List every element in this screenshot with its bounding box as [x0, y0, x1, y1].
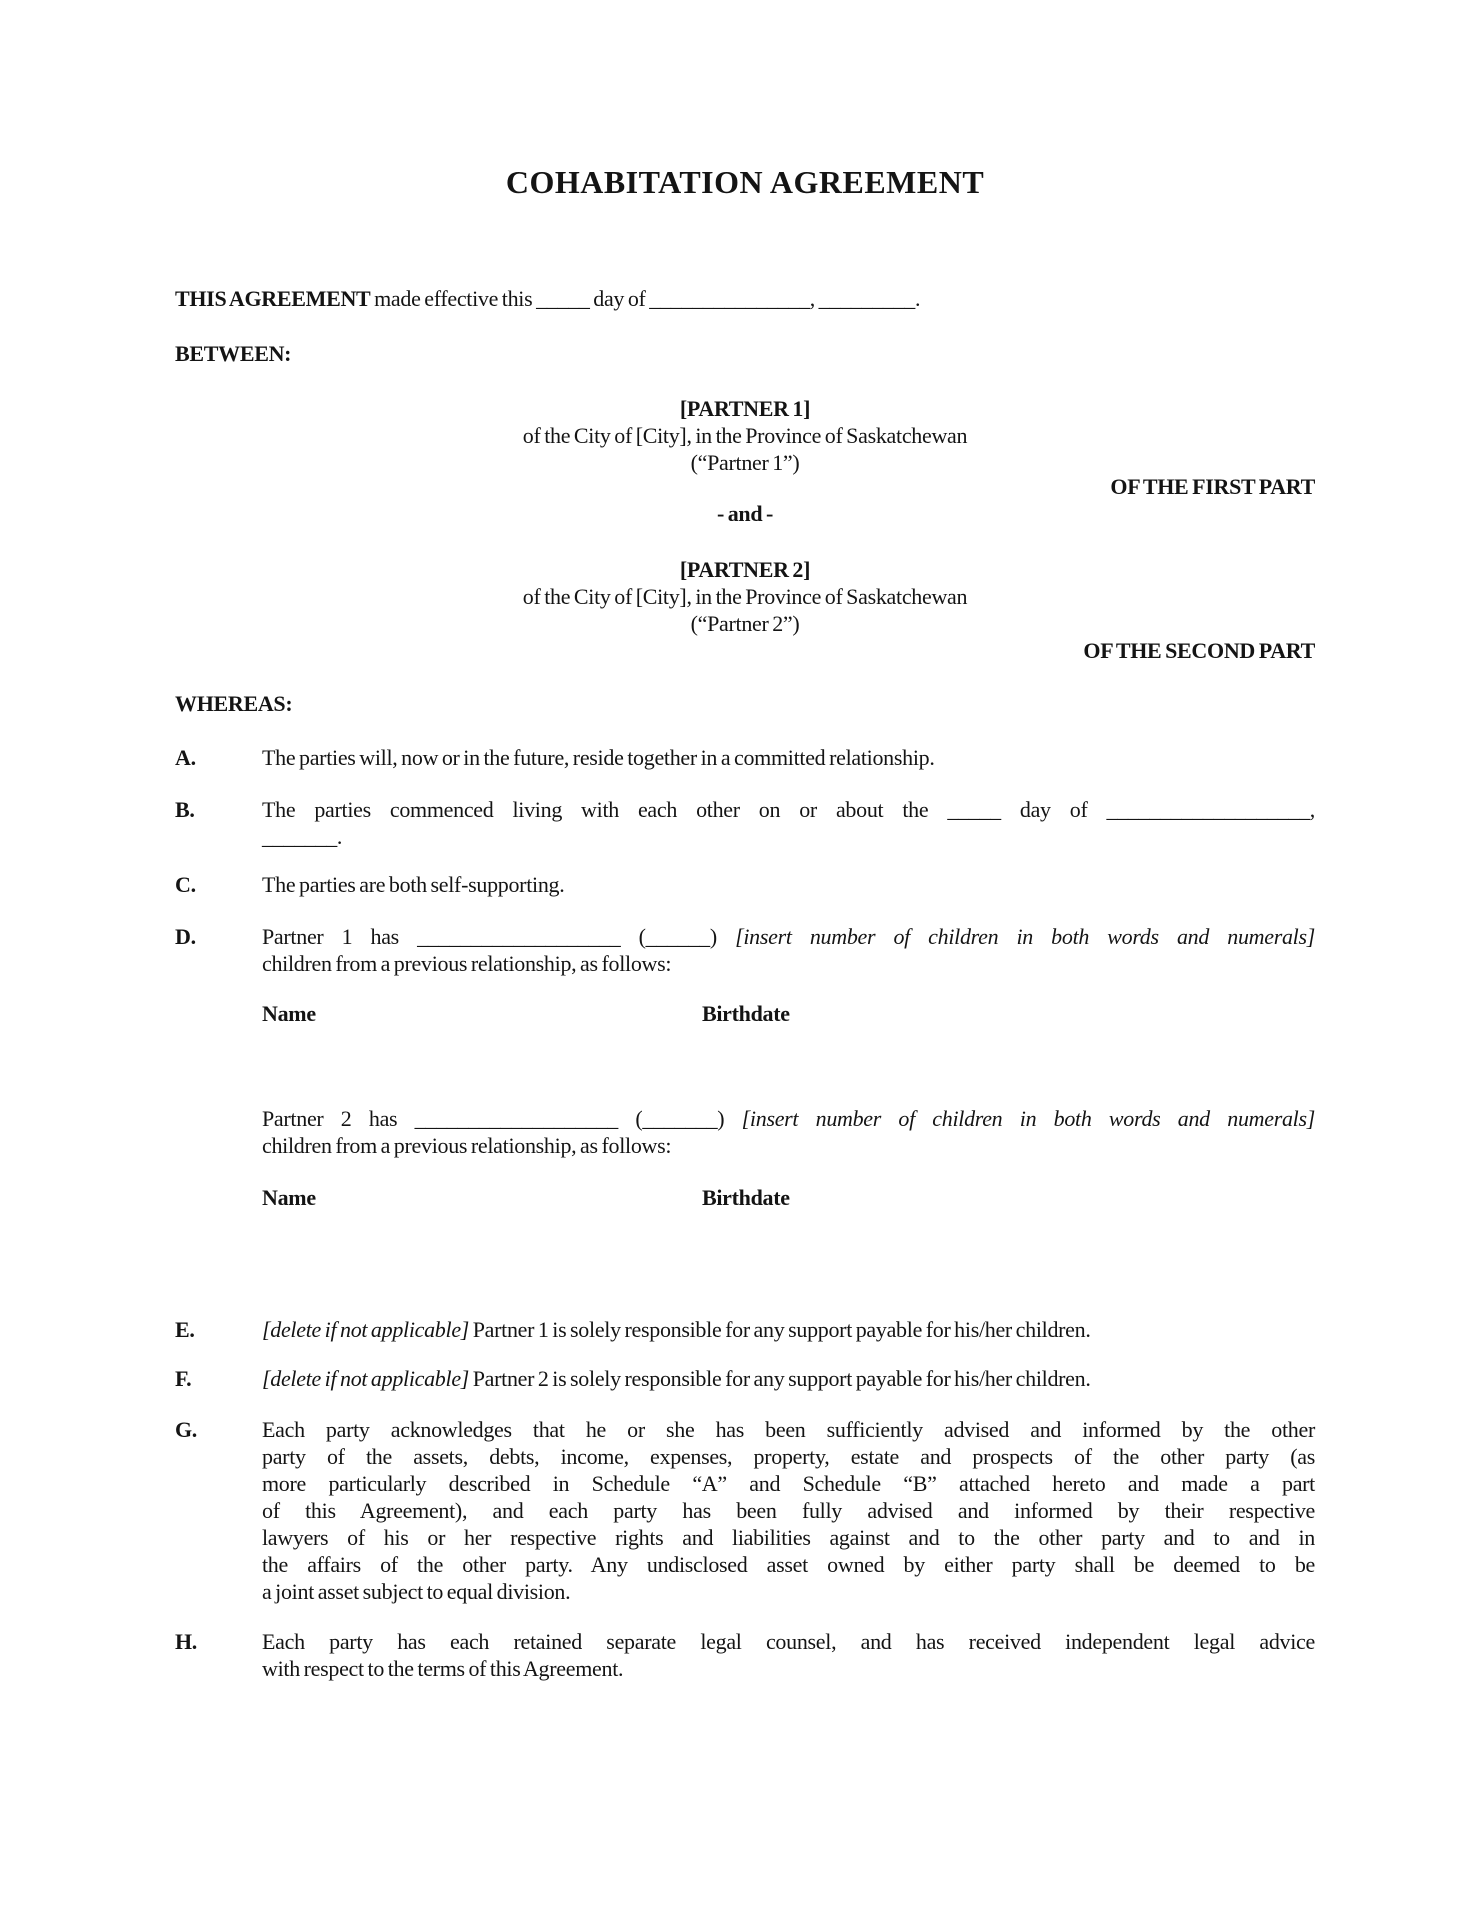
partner2-children-blanks: Partner 2 has ___________________ (_______) [262, 1106, 742, 1131]
and-separator: - and - [716, 501, 774, 526]
partner2-alias: (“Partner 2”) [690, 611, 800, 636]
recital-f-letter: F. [175, 1366, 192, 1391]
children-birthdate-header: Birthdate [702, 1001, 790, 1026]
recital-g [175, 1416, 1315, 1605]
partner2-children-paragraph [262, 1105, 1315, 1159]
recital-c-text: The parties are both self-supporting. [262, 872, 565, 897]
recital-d-line1 [262, 923, 1315, 950]
recital-f-drafting-note: [delete if not applicable] [262, 1366, 470, 1391]
recital-b [175, 796, 1315, 850]
recital-g-letter: G. [175, 1417, 198, 1442]
recital-f-text: [delete if not applicable] Partner 2 is solely responsible for any support payable for his/her children. [262, 1366, 1091, 1391]
recital-b-blank-line: _______. [262, 824, 343, 849]
recital-a [175, 744, 1315, 771]
partner1-residence: of the City of [City], in the Province of Saskatchewan [522, 423, 968, 448]
recital-d-blanks: Partner 1 has ___________________ (______) [262, 924, 736, 949]
first-part-label: OF THE FIRST PART [1110, 474, 1315, 499]
recital-g-line: lawyers of his or her respective rights and liabilities against and to the other party and to and in [262, 1525, 1315, 1550]
recital-g-line: Each party acknowledges that he or she has been sufficiently advised and informed by the other [262, 1417, 1315, 1442]
partner2-block [175, 556, 1315, 637]
recital-b-line1: The parties commenced living with each other on or about the _____ day of ___________________, [262, 797, 1315, 822]
recital-c-letter: C. [175, 872, 196, 897]
children-name-header: Name [262, 1185, 316, 1210]
children-table-header-partner2 [262, 1184, 1315, 1211]
opening-clause [175, 285, 1315, 312]
document-content [175, 0, 1315, 1682]
second-part-label: OF THE SECOND PART [1083, 638, 1315, 663]
document-title: COHABITATION AGREEMENT [505, 164, 985, 200]
recital-g-line: more particularly described in Schedule “A” and Schedule “B” attached hereto and made a part [262, 1471, 1315, 1496]
recital-e-drafting-note: [delete if not applicable] [262, 1317, 470, 1342]
recital-a-letter: A. [175, 745, 196, 770]
recital-e-text: [delete if not applicable] Partner 1 is solely responsible for any support payable for his/her children. [262, 1317, 1091, 1342]
recital-h-line1: Each party has each retained separate legal counsel, and has received independent legal advice [262, 1629, 1315, 1654]
recital-d-line2: children from a previous relationship, as follows: [262, 951, 672, 976]
recital-b-letter: B. [175, 797, 195, 822]
recital-a-text: The parties will, now or in the future, reside together in a committed relationship. [262, 745, 935, 770]
partner2-children-line2: children from a previous relationship, as follows: [262, 1133, 672, 1158]
recital-d [175, 923, 1315, 977]
children-birthdate-header: Birthdate [702, 1185, 790, 1210]
recital-c [175, 871, 1315, 898]
recital-g-line: a joint asset subject to equal division. [262, 1579, 571, 1604]
opening-clause-lead: THIS AGREEMENT [175, 286, 371, 311]
recital-g-line: of this Agreement), and each party has been fully advised and informed by their respective [262, 1498, 1315, 1523]
children-table-header-partner1 [262, 1000, 1315, 1027]
recital-d-drafting-note: [insert number of children in both words and numerals] [735, 924, 1315, 949]
recital-g-line: party of the assets, debts, income, expenses, property, estate and prospects of the other party (as [262, 1444, 1315, 1469]
between-label: BETWEEN: [175, 341, 292, 366]
partner2-name: [PARTNER 2] [679, 557, 811, 582]
partner1-name: [PARTNER 1] [679, 396, 811, 421]
partner1-block [175, 395, 1315, 476]
partner1-alias: (“Partner 1”) [690, 450, 800, 475]
partner2-children-drafting-note: [insert number of children in both words and numerals] [741, 1106, 1315, 1131]
recital-h [175, 1628, 1315, 1682]
partner2-children-line1 [262, 1105, 1315, 1132]
recital-e-letter: E. [175, 1317, 195, 1342]
whereas-label: WHEREAS: [175, 691, 293, 716]
recital-f [175, 1365, 1315, 1392]
partner2-residence: of the City of [City], in the Province of Saskatchewan [522, 584, 968, 609]
opening-clause-text: made effective this _____ day of _______________, _________. [370, 286, 921, 311]
recital-h-letter: H. [175, 1629, 198, 1654]
recital-d-letter: D. [175, 924, 196, 949]
recital-h-line2: with respect to the terms of this Agreement. [262, 1656, 624, 1681]
recital-g-line: the affairs of the other party. Any undisclosed asset owned by either party shall be deemed to be [262, 1552, 1315, 1577]
recital-e [175, 1316, 1315, 1343]
children-name-header: Name [262, 1001, 316, 1026]
